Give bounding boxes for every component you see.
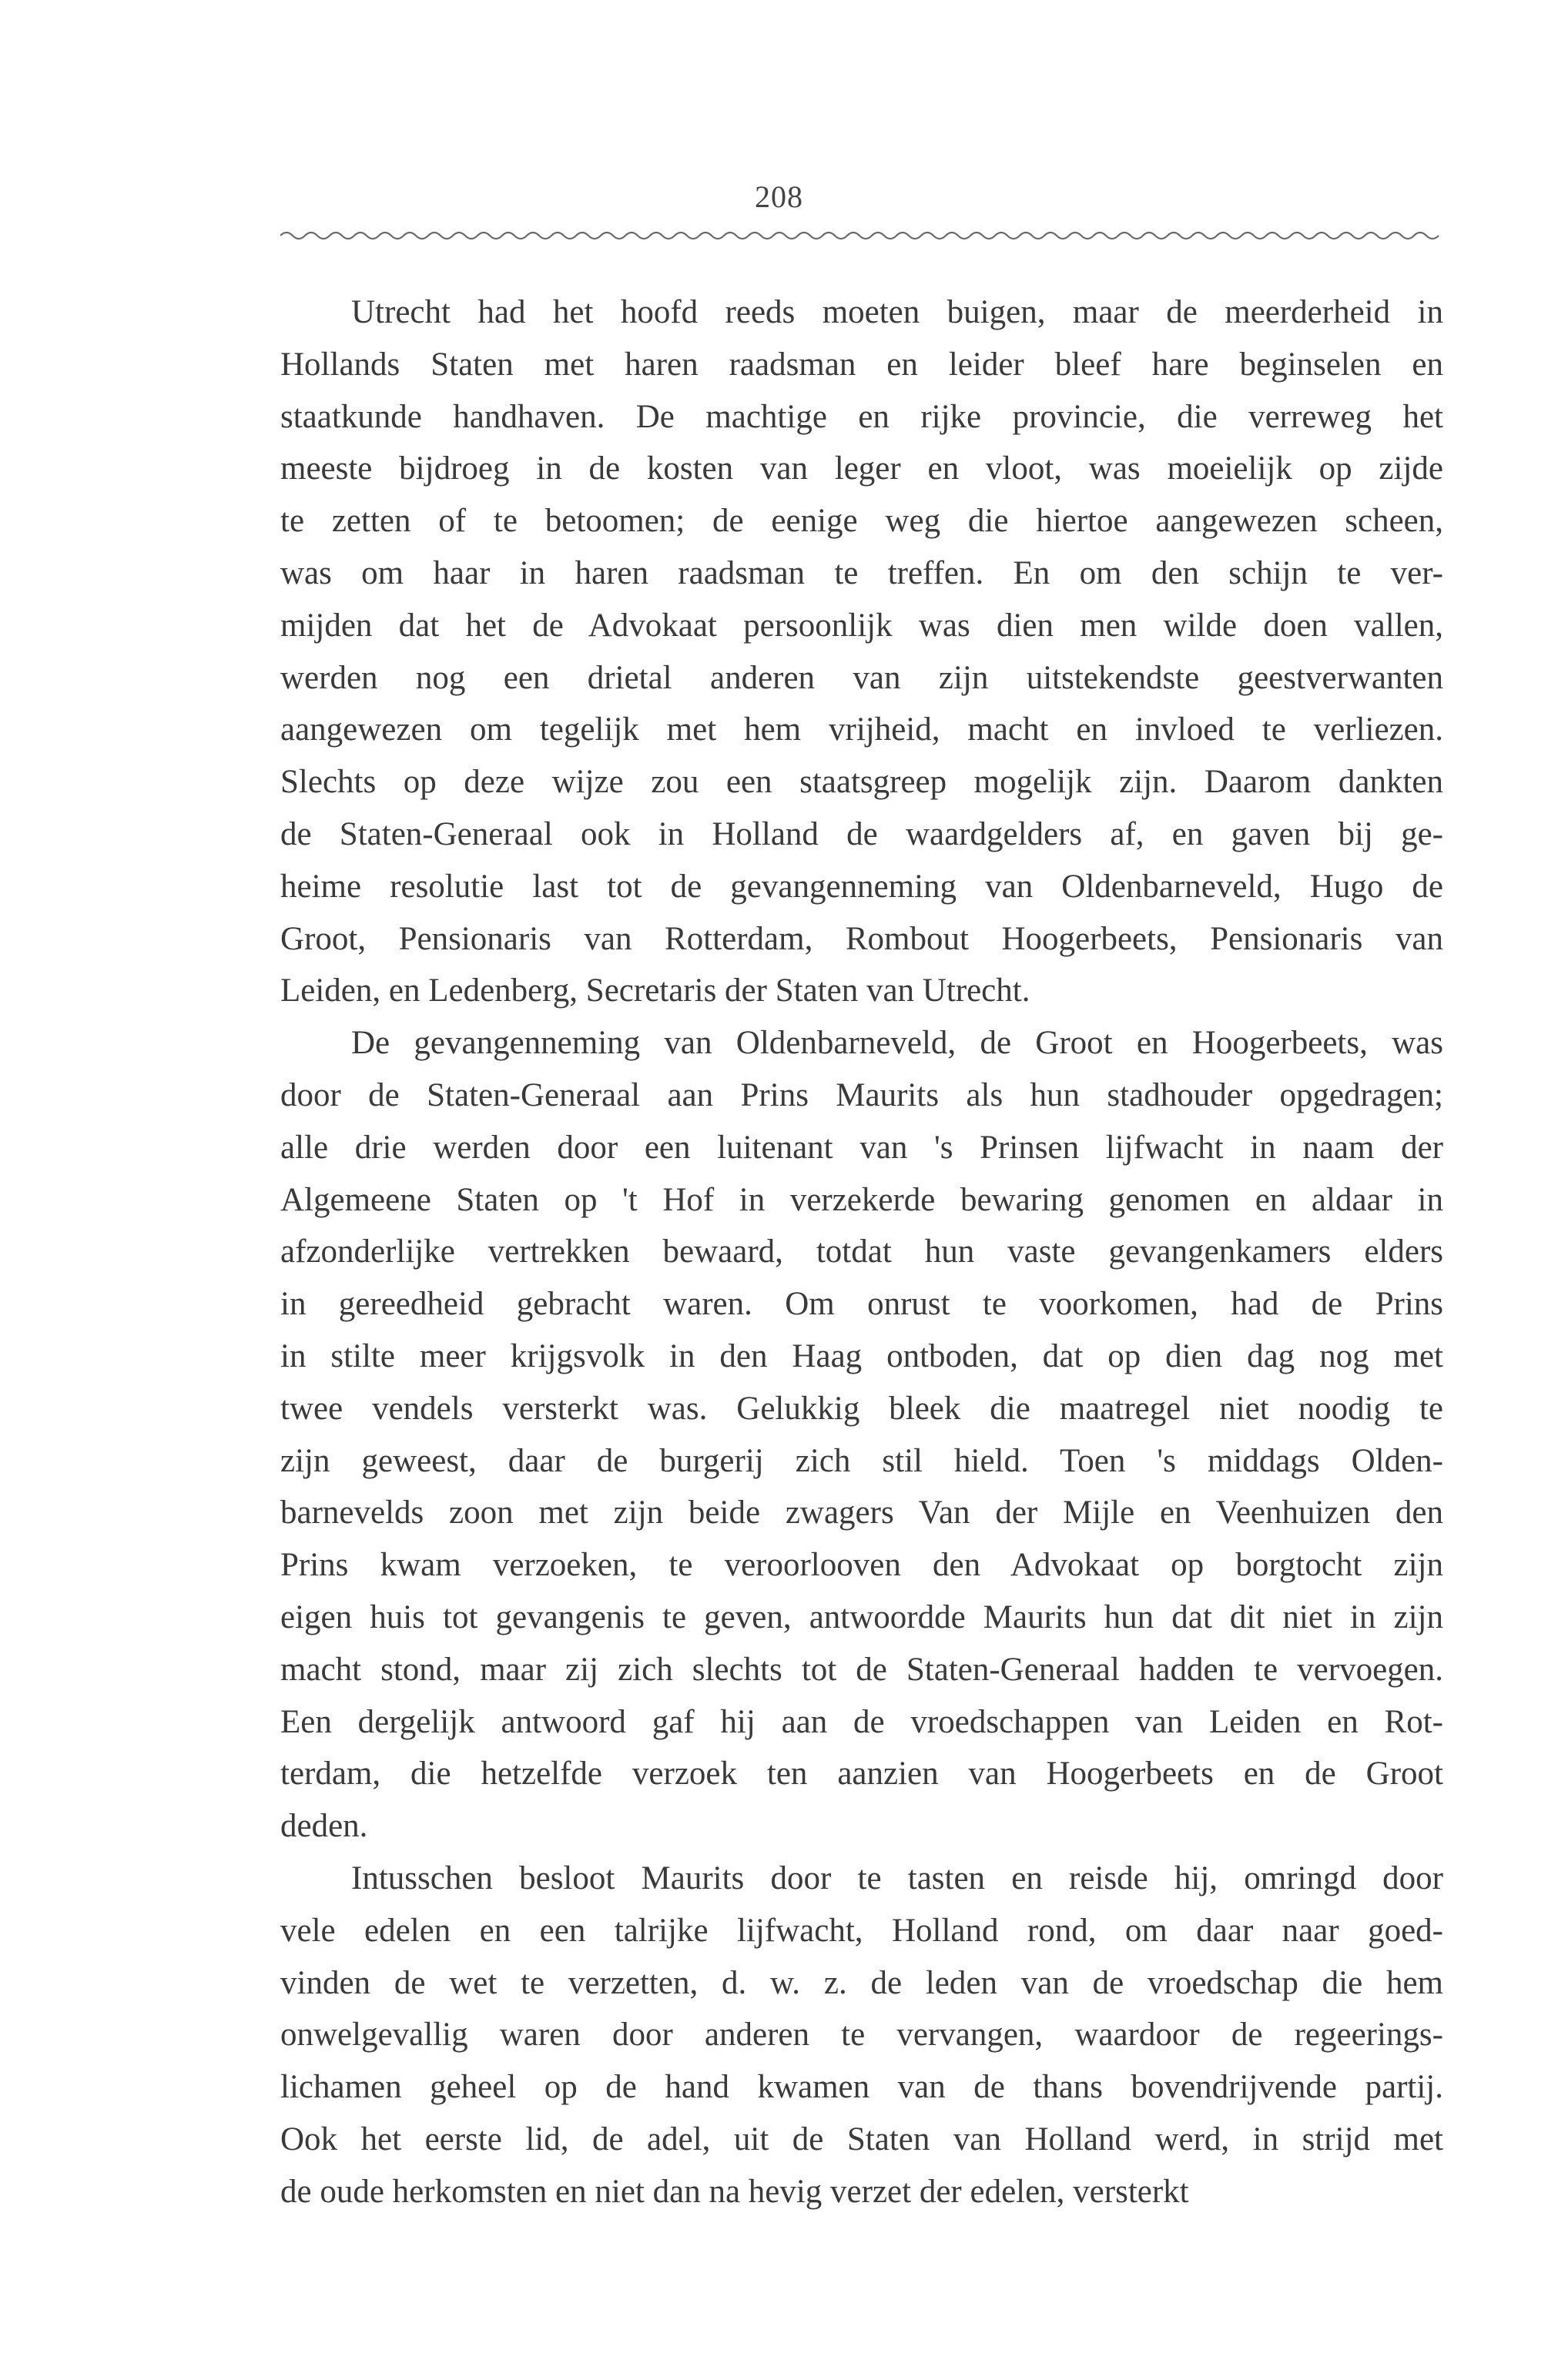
text-line: Utrecht had het hoofd reeds moeten buigen, maar de meerderheid in (351, 294, 1443, 330)
text-line: De gevangenneming van Oldenbarneveld, de Groot en Hoogerbeets, was (351, 1025, 1443, 1062)
text-line: Hollands Staten met haren raadsman en leider bleef hare beginselen en (280, 346, 1443, 383)
text-line: mijden dat het de Advokaat persoonlijk was dien men wilde doen vallen, (280, 607, 1443, 644)
text-line: staatkunde handhaven. De machtige en rijke provincie, die verreweg het (280, 398, 1443, 435)
text-line: door de Staten-Generaal aan Prins Maurits als hun stadhouder opgedragen; (280, 1076, 1443, 1113)
text-line: afzonderlijke vertrekken bewaard, totdat hun vaste gevangenkamers elders (280, 1234, 1443, 1270)
text-line: eigen huis tot gevangenis te geven, antwoordde Maurits hun dat dit niet in zijn (280, 1598, 1443, 1635)
text-line: Slechts op deze wijze zou een staatsgreep mogelijk zijn. Daarom dankten (280, 764, 1443, 801)
text-line: de oude herkomsten en niet dan na hevig verzet der edelen, versterkt (280, 2173, 1189, 2210)
text-line: onwelgevallig waren door anderen te vervangen, waardoor de regeerings- (280, 2017, 1443, 2054)
text-line: aangewezen om tegelijk met hem vrijheid, macht en invloed te verliezen. (280, 711, 1443, 748)
text-line: deden. (280, 1808, 368, 1845)
text-line: barnevelds zoon met zijn beide zwagers Van der Mijle en Veenhuizen den (280, 1495, 1443, 1531)
text-line: Groot, Pensionaris van Rotterdam, Rombout Hoogerbeets, Pensionaris van (280, 920, 1443, 957)
text-line: alle drie werden door een luitenant van 's Prinsen lijfwacht in naam der (280, 1129, 1443, 1166)
paragraph (280, 1017, 1443, 1853)
text-line: Een dergelijk antwoord gaf hij aan de vroedschappen van Leiden en Rot- (280, 1703, 1443, 1740)
paragraph (280, 1853, 1443, 2218)
text-line: terdam, die hetzelfde verzoek ten aanzien van Hoogerbeets en de Groot (280, 1756, 1443, 1793)
text-line: te zetten of te betoomen; de eenige weg die hiertoe aangewezen scheen, (280, 503, 1443, 540)
body-text (280, 286, 1443, 2218)
text-line: heime resolutie last tot de gevangenneming van Oldenbarneveld, Hugo de (280, 868, 1443, 905)
page-number: 208 (755, 179, 803, 214)
text-line: was om haar in haren raadsman te treffen. En om den schijn te ver- (280, 554, 1443, 591)
text-line: de Staten-Generaal ook in Holland de waardgelders af, en gaven bij ge- (280, 815, 1443, 852)
text-line: werden nog een drietal anderen van zijn uitstekendste geestverwanten (280, 659, 1443, 696)
text-line: twee vendels versterkt was. Gelukkig bleek die maatregel niet noodig te (280, 1390, 1443, 1427)
text-line: Leiden, en Ledenberg, Secretaris der Staten van Utrecht. (280, 972, 1030, 1009)
text-line: zijn geweest, daar de burgerij zich stil hield. Toen 's middags Olden- (280, 1442, 1443, 1479)
text-line: Ook het eerste lid, de adel, uit de Staten van Holland werd, in strijd met (280, 2121, 1443, 2157)
text-line: vele edelen en een talrijke lijfwacht, Holland rond, om daar naar goed- (280, 1912, 1443, 1949)
text-line: vinden de wet te verzetten, d. w. z. de leden van de vroedschap die hem (280, 1964, 1443, 2001)
text-line: Intusschen besloot Maurits door te tasten en reisde hij, omringd door (351, 1859, 1443, 1896)
text-line: meeste bijdroeg in de kosten van leger en vloot, was moeielijk op zijde (280, 450, 1443, 487)
wavy-rule-divider (280, 225, 1443, 243)
text-line: Prins kwam verzoeken, te veroorlooven den Advokaat op borgtocht zijn (280, 1547, 1443, 1584)
text-line: Algemeene Staten op 't Hof in verzekerde bewaring genomen en aldaar in (280, 1181, 1443, 1218)
text-line: in stilte meer krijgsvolk in den Haag ontboden, dat op dien dag nog met (280, 1337, 1443, 1374)
paragraph (280, 286, 1443, 1017)
text-line: lichamen geheel op de hand kwamen van de thans bovendrijvende partij. (280, 2069, 1443, 2106)
text-line: macht stond, maar zij zich slechts tot de Staten-Generaal hadden te vervoegen. (280, 1651, 1443, 1688)
text-line: in gereedheid gebracht waren. Om onrust te voorkomen, had de Prins (280, 1286, 1443, 1323)
